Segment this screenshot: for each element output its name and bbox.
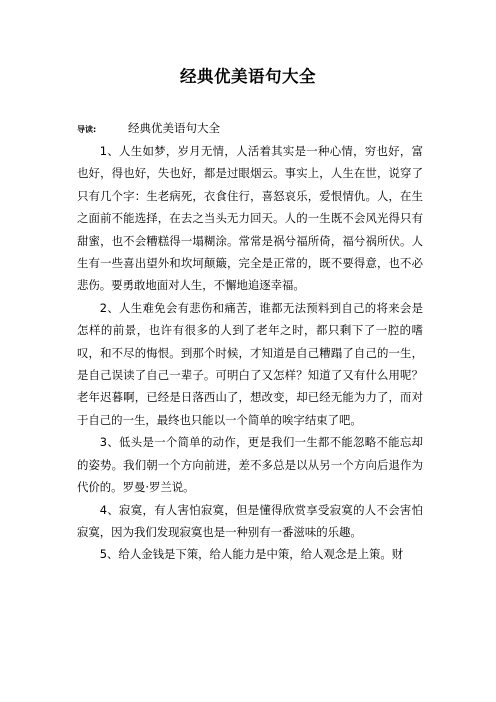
intro-text: 经典优美语句大全: [128, 121, 220, 135]
paragraph-1: 1、人生如梦，岁月无情，人活着其实是一种心情，穷也好，富也好，得也好，失也好，都是过眼烟云。事实上，人生在世，说穿了只有几个字：生老病死，衣食住行，喜怒哀乐，爱恨情仇。人，在生之面前不能选择，在去之当头无力回天。人的一生既不会风光得只有甜蜜，也不会糟糕得一塌糊涂。常常是祸兮福所倚，福兮祸所伏。人生有一些喜出望外和坎坷颠簸，完全是正常的，既不要得意，也不必悲伤。要勇敢地面对人生，不懈地追逐幸福。: [77, 144, 423, 293]
paragraph-5: 5、给人金钱是下策，给人能力是中策，给人观念是上策。财: [99, 547, 404, 562]
intro-label: 导读:: [77, 125, 97, 134]
paragraph-2: 2、人生难免会有悲伤和痛苦，谁都无法预料到自己的将来会是怎样的前景，也许有很多的人到了老年之时，都只剩下了一腔的嗜叹，和不尽的悔恨。到那个时候，才知道是自己糟蹋了自己的一生，是自己误读了自己一辈子。可明白了又怎样？知道了又有什么用呢？老年迟暮啊，已经是日落西山了，想改变，却已经无能为力了，而对于自己的一生，最终也只能以一个简单的唉字结束了吧。: [77, 300, 423, 427]
paragraph-3: 3、低头是一个简单的动作，更是我们一生都不能忽略不能忘却的姿势。我们朝一个方向前进，差不多总是以从另一个方向后退作为代价的。罗曼·罗兰说。: [77, 435, 423, 495]
page-title: 经典优美语句大全: [180, 67, 316, 86]
document-body: [77, 140, 423, 566]
paragraph-4: 4、寂寞，有人害怕寂寞，但是懂得欣赏享受寂寞的人不会害怕寂寞，因为我们发现寂寞也是一种别有一番滋味的乐趣。: [77, 502, 423, 539]
